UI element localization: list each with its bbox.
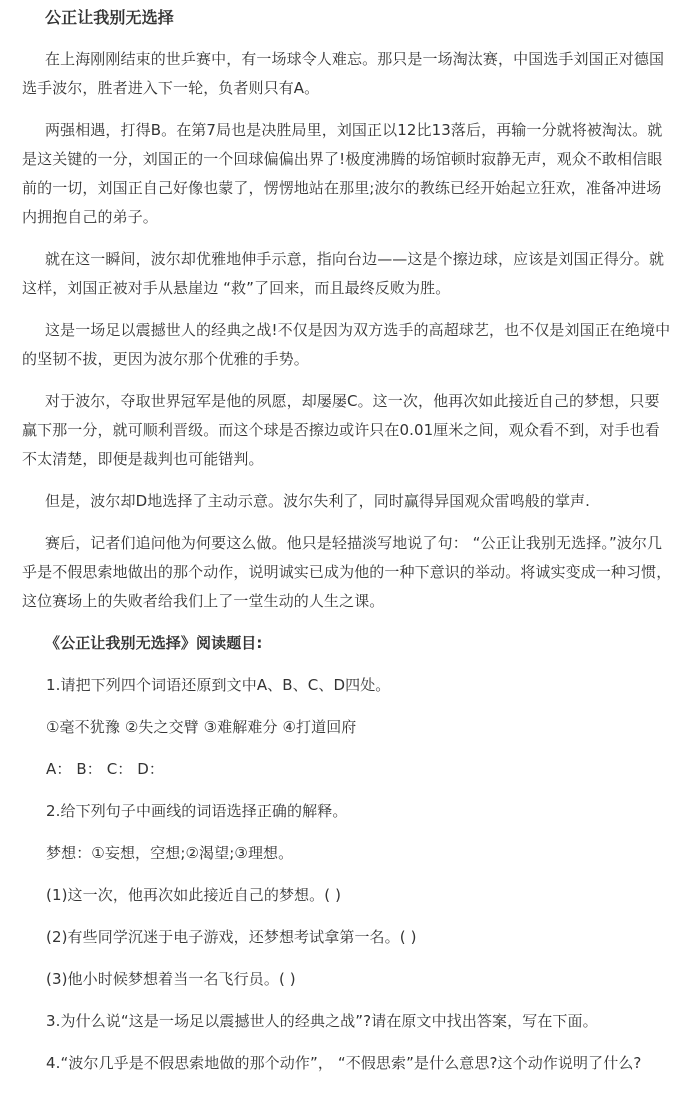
questions-heading: 《公正让我别无选择》阅读题目:	[45, 634, 263, 652]
article-paragraph: 但是，波尔却D地选择了主动示意。波尔失利了，同时赢得异国观众雷鸣般的掌声.	[45, 492, 591, 510]
article-paragraph: 赛后，记者们追问他为何要这么做。他只是轻描淡写地说了句： “公正让我别无选择。”波尔几乎是不假思索地做出的那个动作，说明诚实已成为他的一种下意识的举动。将诚实变成一种习惯，这位赛场上的失败者给我们上了一堂生动的人生之课。	[22, 534, 672, 610]
article-paragraph: 在上海刚刚结束的世乒赛中，有一场球令人难忘。那只是一场淘汰赛，中国选手刘国正对德国选手波尔，胜者进入下一轮，负者则只有A。	[22, 50, 665, 97]
question-item: 4.“波尔几乎是不假思索地做的那个动作”， “不假思索”是什么意思?这个动作说明了什么?	[46, 1054, 642, 1072]
question-item: A： B： C： D：	[46, 760, 164, 778]
question-item: ①毫不犹豫 ②失之交臂 ③难解难分 ④打道回府	[46, 718, 357, 736]
article-paragraph: 两强相遇，打得B。在第7局也是决胜局里，刘国正以12比13落后，再输一分就将被淘汰。就是这关键的一分，刘国正的一个回球偏偏出界了!极度沸腾的场馆顿时寂静无声，观众不敢相信眼前的一切，刘国正自己好像也蒙了，愣愣地站在那里;波尔的教练已经开始起立狂欢，准备冲进场内拥抱自己的弟子。	[22, 121, 663, 226]
article-title: 公正让我别无选择	[45, 8, 174, 27]
question-item: (1)这一次，他再次如此接近自己的梦想。( )	[46, 886, 342, 904]
question-item: 1.请把下列四个词语还原到文中A、B、C、D四处。	[46, 676, 391, 694]
question-item: (3)他小时候梦想着当一名飞行员。( )	[46, 970, 296, 988]
question-item: (2)有些同学沉迷于电子游戏，还梦想考试拿第一名。( )	[46, 928, 417, 946]
question-item: 2.给下列句子中画线的词语选择正确的解释。	[46, 802, 348, 820]
article-paragraph: 对于波尔，夺取世界冠军是他的夙愿，却屡屡C。这一次，他再次如此接近自己的梦想，只要赢下那一分，就可顺利晋级。而这个球是否擦边或许只在0.01厘米之间，观众看不到，对手也看不太清楚，即便是裁判也可能错判。	[22, 392, 660, 468]
question-item: 梦想：①妄想，空想;②渴望;③理想。	[46, 844, 294, 862]
article-paragraph: 就在这一瞬间，波尔却优雅地伸手示意，指向台边——这是个擦边球，应该是刘国正得分。就这样，刘国正被对手从悬崖边 “救”了回来，而且最终反败为胜。	[22, 250, 665, 297]
question-item: 3.为什么说“这是一场足以震撼世人的经典之战”?请在原文中找出答案，写在下面。	[46, 1012, 598, 1030]
article-paragraph: 这是一场足以震撼世人的经典之战!不仅是因为双方选手的高超球艺，也不仅是刘国正在绝境中的坚韧不拔，更因为波尔那个优雅的手势。	[22, 321, 671, 368]
